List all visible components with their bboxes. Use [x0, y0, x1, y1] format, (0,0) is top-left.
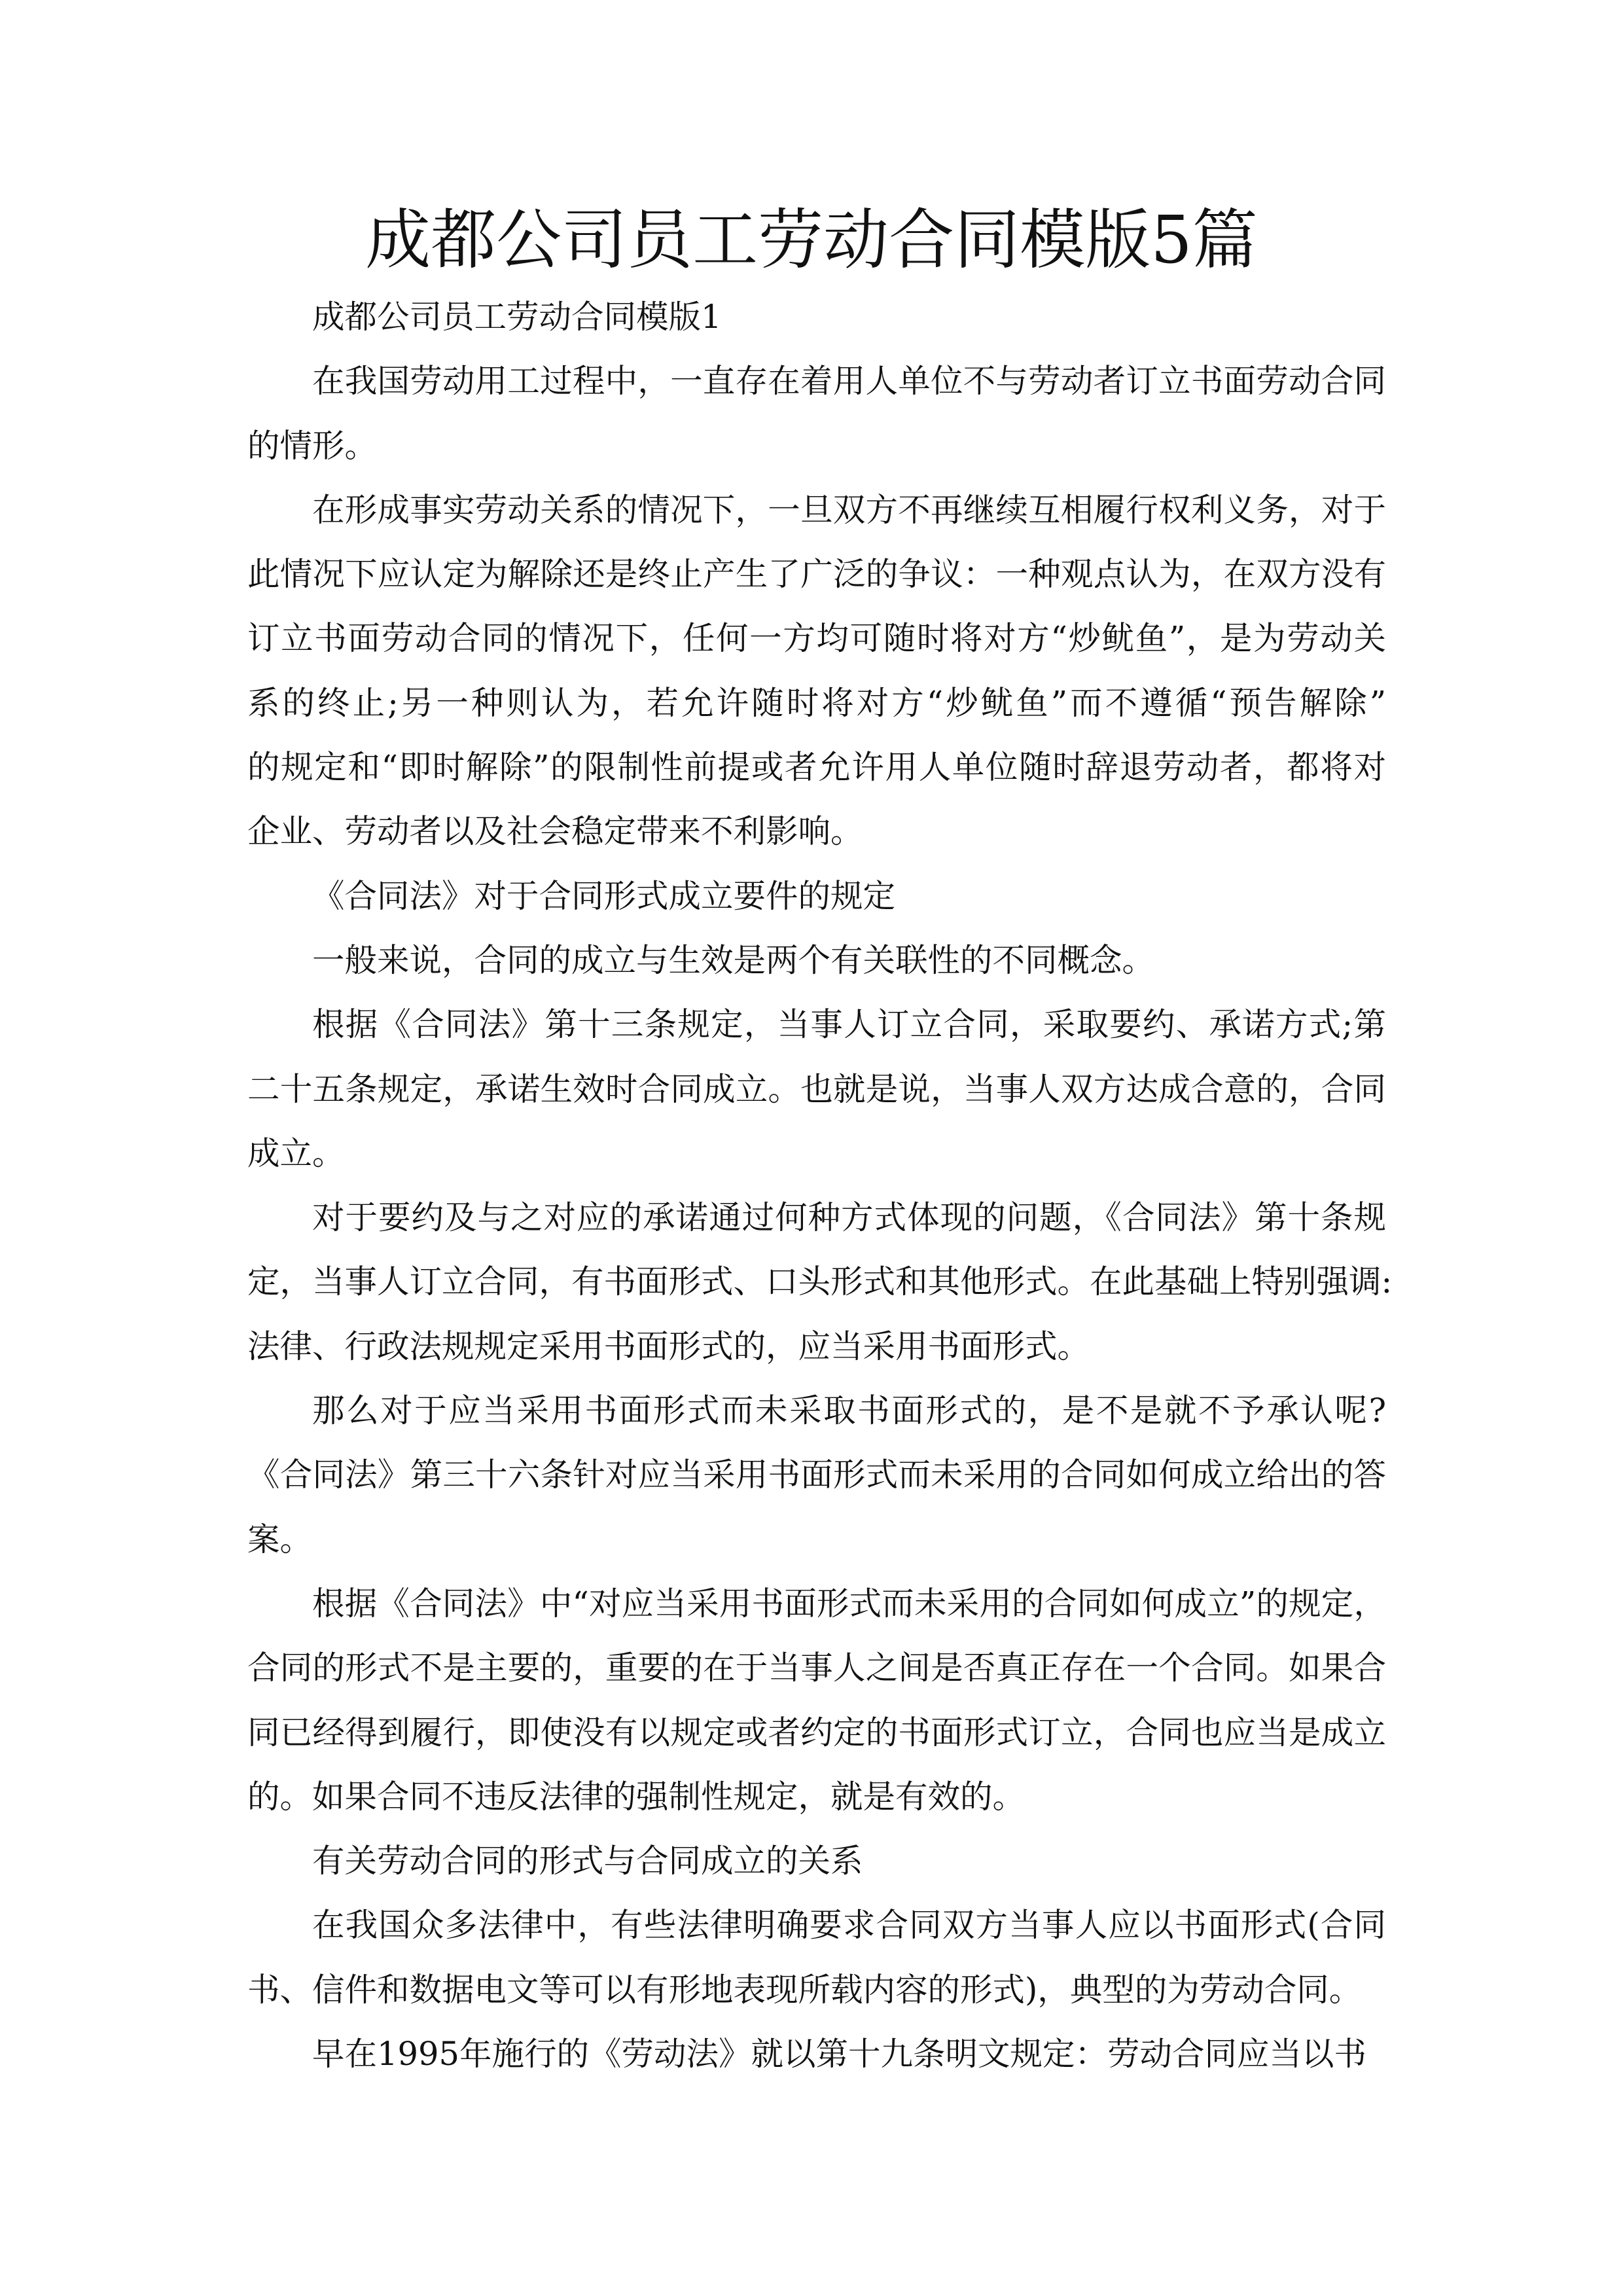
paragraph-line: 在我国众多法律中，有些法律明确要求合同双方当事人应以书面形式(合同 [312, 1906, 1386, 1945]
paragraph-line: 在我国劳动用工过程中，一直存在着用人单位不与劳动者订立书面劳动合同 [312, 362, 1386, 401]
paragraph-line: 合同的形式不是主要的，重要的在于当事人之间是否真正存在一个合同。如果合 [247, 1649, 1386, 1687]
paragraph-line: 的情形。 [247, 426, 377, 465]
paragraph-line: 在形成事实劳动关系的情况下，一旦双方不再继续互相履行权利义务，对于 [312, 490, 1386, 529]
paragraph [247, 864, 1386, 928]
paragraph-line: 的规定和“即时解除”的限制性前提或者允许用人单位随时辞退劳动者，都将对 [247, 748, 1386, 787]
paragraph [247, 992, 1386, 1185]
paragraph-line: 有关劳动合同的形式与合同成立的关系 [312, 1842, 863, 1880]
paragraph-line: 的。如果合同不违反法律的强制性规定，就是有效的。 [247, 1777, 1025, 1816]
paragraph-line: 同已经得到履行，即使没有以规定或者约定的书面形式订立，合同也应当是成立 [247, 1713, 1386, 1751]
paragraph-line: 法律、行政法规规定采用书面形式的，应当采用书面形式。 [247, 1327, 1090, 1365]
paragraph [247, 1185, 1393, 1378]
paragraph-line: 案。 [247, 1520, 312, 1558]
paragraph-line: 根据《合同法》第十三条规定，当事人订立合同，采取要约、承诺方式;第 [312, 1005, 1386, 1044]
paragraph-line: 对于要约及与之对应的承诺通过何种方式体现的问题，《合同法》第十条规 [312, 1198, 1386, 1237]
paragraph-line: 那么对于应当采用书面形式而未采取书面形式的，是不是就不予承认呢? [312, 1391, 1386, 1430]
paragraph [247, 1571, 1386, 1829]
paragraph [247, 1829, 1386, 1893]
paragraph [247, 928, 1386, 992]
paragraph-line: 企业、劳动者以及社会稳定带来不利影响。 [247, 812, 863, 851]
paragraph [247, 285, 1386, 349]
paragraph [247, 478, 1386, 864]
paragraph-line: 早在1995年施行的《劳动法》就以第十九条明文规定：劳动合同应当以书 [312, 2035, 1366, 2073]
paragraph [247, 349, 1386, 478]
paragraph-line: 成都公司员工劳动合同模版1 [312, 298, 722, 336]
paragraph-line: 二十五条规定，承诺生效时合同成立。也就是说，当事人双方达成合意的，合同 [247, 1069, 1386, 1108]
paragraph [247, 2022, 1386, 2086]
paragraph-line: 订立书面劳动合同的情况下，任何一方均可随时将对方“炒鱿鱼”，是为劳动关 [247, 619, 1386, 658]
paragraph-line: 成立。 [247, 1134, 345, 1172]
paragraph-line: 《合同法》第三十六条针对应当采用书面形式而未采用的合同如何成立给出的答 [247, 1456, 1386, 1494]
paragraph-line: 定，当事人订立合同，有书面形式、口头形式和其他形式。在此基础上特别强调: [247, 1263, 1393, 1301]
document-title: 成都公司员工劳动合同模版5篇 [365, 202, 1258, 278]
paragraph-line: 系的终止;另一种则认为，若允许随时将对方“炒鱿鱼”而不遵循“预告解除” [247, 683, 1386, 722]
paragraph-line: 此情况下应认定为解除还是终止产生了广泛的争议：一种观点认为，在双方没有 [247, 555, 1386, 594]
paragraph-line: 根据《合同法》中“对应当采用书面形式而未采用的合同如何成立”的规定， [312, 1584, 1386, 1623]
paragraph [247, 1378, 1386, 1571]
paragraph [247, 1893, 1386, 2022]
paragraph-line: 一般来说，合同的成立与生效是两个有关联性的不同概念。 [312, 941, 1154, 979]
paragraph-line: 《合同法》对于合同形式成立要件的规定 [312, 876, 895, 915]
document-body [247, 285, 1393, 2086]
paragraph-line: 书、信件和数据电文等可以有形地表现所载内容的形式)，典型的为劳动合同。 [247, 1970, 1362, 2009]
